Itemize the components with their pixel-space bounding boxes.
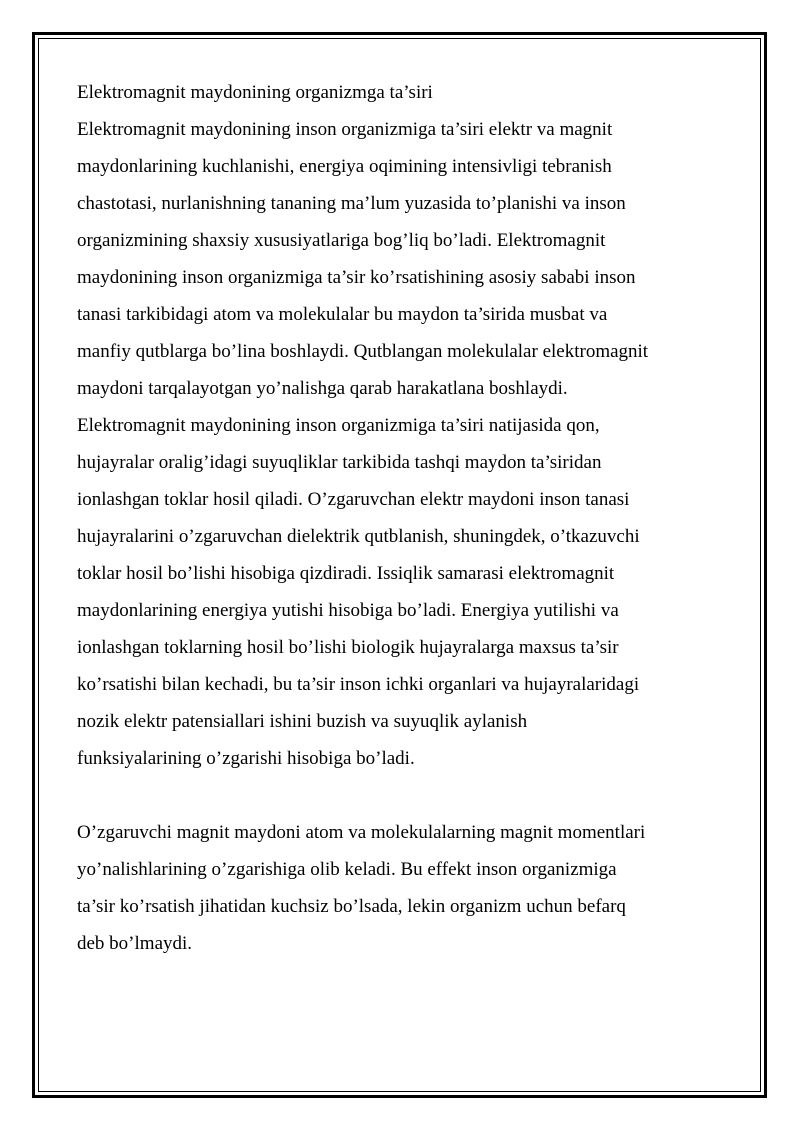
paragraph-line: yo’nalishlarining o’zgarishiga olib keladi. Bu effekt inson organizmiga [77,859,617,880]
paragraph-line: O’zgaruvchi magnit maydoni atom va molekulalarning magnit momentlari [77,822,646,843]
paragraph-line: ionlashgan toklarning hosil bo’lishi biologik hujayralarga maxsus ta’sir [77,637,619,658]
paragraph-line: maydonlarining kuchlanishi, energiya oqimining intensivligi tebranish [77,156,612,177]
paragraph-line: hujayralar oralig’idagi suyuqliklar tarkibida tashqi maydon ta’siridan [77,452,602,473]
paragraph-line: ta’sir ko’rsatish jihatidan kuchsiz bo’lsada, lekin organizm uchun befarq [77,896,626,917]
paragraph-line: maydoni tarqalayotgan yo’nalishga qarab harakatlana boshlaydi. [77,378,568,399]
paragraph-line: Elektromagnit maydonining inson organizmiga ta’siri elektr va magnit [77,119,613,140]
paragraph-gap [77,777,737,814]
paragraph-line: manfiy qutblarga bo’lina boshlaydi. Qutblangan molekulalar elektromagnit [77,341,649,362]
paragraph-line: deb bo’lmaydi. [77,933,193,954]
paragraph-line: Elektromagnit maydonining inson organizmiga ta’siri natijasida qon, [77,415,600,436]
paragraph-line: chastotasi, nurlanishning tananing ma’lum yuzasida to’planishi va inson [77,193,626,214]
paragraph-line: funksiyalarining o’zgarishi hisobiga bo’ladi. [77,748,415,769]
paragraph-line: hujayralarini o’zgaruvchan dielektrik qutblanish, shuningdek, o’tkazuvchi [77,526,640,547]
paragraph-line: tanasi tarkibidagi atom va molekulalar bu maydon ta’sirida musbat va [77,304,608,325]
document-title: Elektromagnit maydonining organizmga ta’siri [77,82,433,103]
paragraph-line: toklar hosil bo’lishi hisobiga qizdiradi. Issiqlik samarasi elektromagnit [77,563,615,584]
paragraph-line: maydonlarining energiya yutishi hisobiga bo’ladi. Energiya yutilishi va [77,600,619,621]
paragraph-line: ko’rsatishi bilan kechadi, bu ta’sir inson ichki organlari va hujayralaridagi [77,674,640,695]
document-body [77,74,737,962]
paragraph-line: maydonining inson organizmiga ta’sir ko’rsatishining asosiy sababi inson [77,267,636,288]
paragraph-line: nozik elektr patensiallari ishini buzish va suyuqlik aylanish [77,711,528,732]
paragraph-line: organizmining shaxsiy xususiyatlariga bog’liq bo’ladi. Elektromagnit [77,230,606,251]
paragraph-line: ionlashgan toklar hosil qiladi. O’zgaruvchan elektr maydoni inson tanasi [77,489,630,510]
